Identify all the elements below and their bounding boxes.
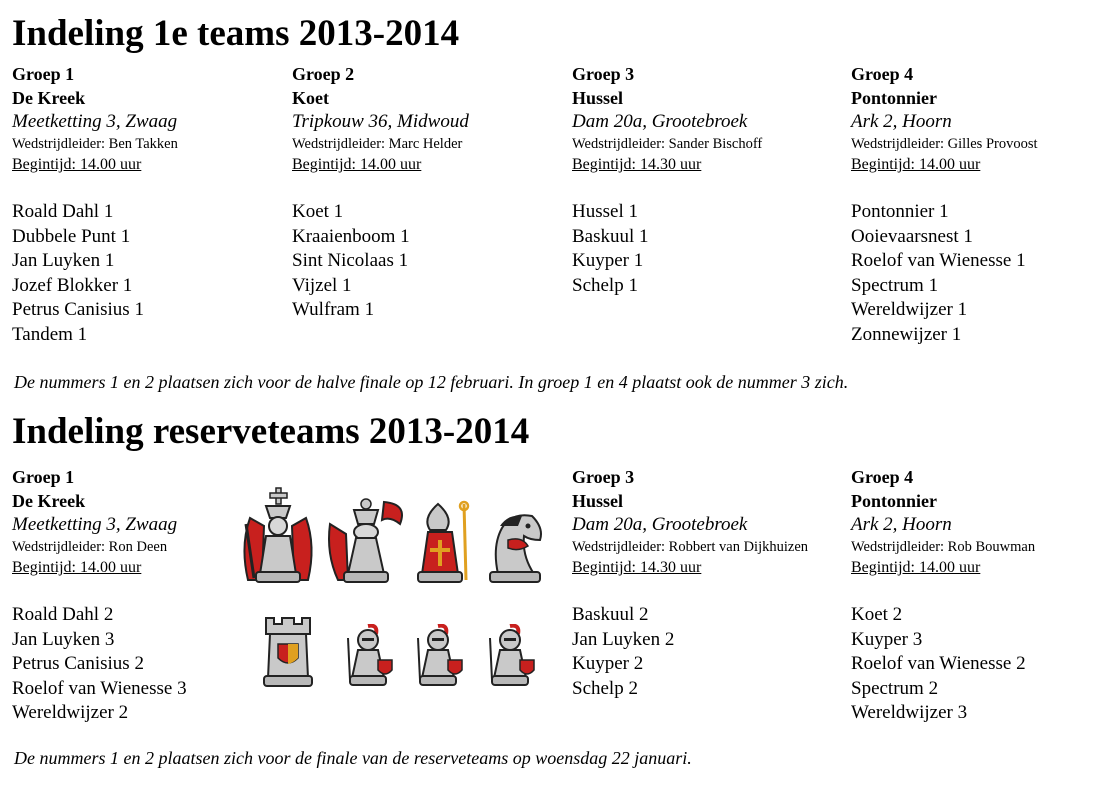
- group-venue: Hussel: [572, 491, 624, 511]
- chess-pieces-illustration: [232, 480, 552, 695]
- list-item: Wereldwijzer 2: [12, 702, 129, 723]
- list-item: Wereldwijzer 1: [851, 299, 968, 320]
- list-item: Baskuul 2: [572, 604, 649, 625]
- list-item: Roelof van Wienesse 1: [851, 250, 1026, 271]
- list-item: Tandem 1: [12, 323, 88, 345]
- bishop-icon: [416, 500, 476, 586]
- first-group-4: [851, 62, 1095, 347]
- group-start-time: Begintijd: 14.30 uur: [572, 156, 702, 173]
- group-venue: De Kreek: [12, 491, 86, 511]
- group-leader: Wedstrijdleider: Ben Takken: [12, 136, 178, 152]
- reserve-group-4: [851, 465, 1095, 726]
- reserve-teams-note: De nummers 1 en 2 plaatsen zich voor de finale van de reserveteams op woensdag 22 januari.: [14, 748, 692, 768]
- rook-icon: [260, 614, 316, 690]
- pawn-icon: [484, 624, 544, 690]
- list-item: Hussel 1: [572, 201, 638, 222]
- group-venue: Hussel: [572, 88, 624, 108]
- pawn-icon: [342, 624, 402, 690]
- team-list: [292, 200, 562, 323]
- group-leader: Wedstrijdleider: Ron Deen: [12, 539, 168, 555]
- group-start-time: Begintijd: 14.30 uur: [572, 559, 702, 576]
- group-start-time: Begintijd: 14.00 uur: [851, 559, 981, 576]
- group-address: Dam 20a, Grootebroek: [572, 514, 748, 535]
- list-item: Jan Luyken 3: [12, 628, 115, 650]
- knight-icon: [478, 506, 550, 586]
- group-start-time: Begintijd: 14.00 uur: [851, 156, 981, 173]
- list-item: Spectrum 2: [851, 677, 939, 699]
- group-address: Tripkouw 36, Midwoud: [292, 111, 469, 132]
- list-item: Vijzel 1: [292, 274, 352, 296]
- team-list: [572, 603, 842, 701]
- reserve-teams-title: Indeling reserveteams 2013-2014: [12, 411, 530, 452]
- list-item: Wulfram 1: [292, 299, 375, 320]
- list-item: Pontonnier 1: [851, 201, 949, 222]
- first-group-2: [292, 62, 562, 323]
- team-list: [851, 200, 1095, 347]
- first-teams-note: De nummers 1 en 2 plaatsen zich voor de halve finale op 12 februari. In groep 1 en 4 plaatst ook de nummer 3 zich.: [14, 372, 849, 392]
- queen-icon: [324, 494, 410, 586]
- king-icon: [236, 486, 320, 586]
- list-item: Zonnewijzer 1: [851, 323, 962, 345]
- list-item: Wereldwijzer 3: [851, 702, 968, 723]
- group-address: Ark 2, Hoorn: [851, 514, 952, 535]
- group-venue: Koet: [292, 88, 329, 108]
- group-leader: Wedstrijdleider: Rob Bouwman: [851, 539, 1036, 555]
- list-item: Jan Luyken 1: [12, 250, 115, 271]
- list-item: Roelof van Wienesse 2: [851, 653, 1026, 674]
- group-name: Groep 3: [572, 64, 635, 84]
- group-venue: Pontonnier: [851, 491, 938, 511]
- list-item: Koet 1: [292, 201, 344, 222]
- list-item: Roald Dahl 2: [12, 604, 114, 625]
- list-item: Petrus Canisius 1: [12, 299, 144, 320]
- list-item: Spectrum 1: [851, 274, 939, 296]
- list-item: Jozef Blokker 1: [12, 274, 133, 296]
- list-item: Ooievaarsnest 1: [851, 225, 973, 247]
- group-address: Meetketting 3, Zwaag: [12, 111, 178, 132]
- list-item: Kuyper 1: [572, 250, 644, 271]
- group-leader: Wedstrijdleider: Robbert van Dijkhuizen: [572, 539, 809, 555]
- group-name: Groep 1: [12, 467, 75, 487]
- group-start-time: Begintijd: 14.00 uur: [292, 156, 422, 173]
- first-group-3: [572, 62, 842, 298]
- group-venue: De Kreek: [12, 88, 86, 108]
- group-start-time: Begintijd: 14.00 uur: [12, 156, 142, 173]
- group-start-time: Begintijd: 14.00 uur: [12, 559, 142, 576]
- group-name: Groep 4: [851, 64, 914, 84]
- team-list: [851, 603, 1095, 726]
- team-list: [12, 200, 282, 347]
- group-address: Dam 20a, Grootebroek: [572, 111, 748, 132]
- group-name: Groep 1: [12, 64, 75, 84]
- list-item: Baskuul 1: [572, 225, 649, 247]
- group-address: Ark 2, Hoorn: [851, 111, 952, 132]
- reserve-group-3: [572, 465, 842, 701]
- group-name: Groep 3: [572, 467, 635, 487]
- list-item: Roald Dahl 1: [12, 201, 114, 222]
- list-item: Sint Nicolaas 1: [292, 250, 409, 271]
- list-item: Kraaienboom 1: [292, 225, 410, 247]
- group-leader: Wedstrijdleider: Marc Helder: [292, 136, 463, 152]
- list-item: Roelof van Wienesse 3: [12, 677, 187, 699]
- group-name: Groep 2: [292, 64, 355, 84]
- group-leader: Wedstrijdleider: Gilles Provoost: [851, 136, 1038, 152]
- list-item: Dubbele Punt 1: [12, 225, 131, 247]
- list-item: Kuyper 2: [572, 653, 644, 674]
- group-leader: Wedstrijdleider: Sander Bischoff: [572, 136, 763, 152]
- list-item: Koet 2: [851, 604, 903, 625]
- list-item: Schelp 2: [572, 677, 638, 699]
- group-venue: Pontonnier: [851, 88, 938, 108]
- list-item: Petrus Canisius 2: [12, 653, 144, 674]
- first-teams-title: Indeling 1e teams 2013-2014: [12, 13, 460, 54]
- list-item: Jan Luyken 2: [572, 628, 675, 650]
- group-address: Meetketting 3, Zwaag: [12, 514, 178, 535]
- group-name: Groep 4: [851, 467, 914, 487]
- team-list: [572, 200, 842, 298]
- list-item: Kuyper 3: [851, 628, 923, 650]
- pawn-icon: [412, 624, 472, 690]
- list-item: Schelp 1: [572, 274, 638, 296]
- first-group-1: [12, 62, 282, 347]
